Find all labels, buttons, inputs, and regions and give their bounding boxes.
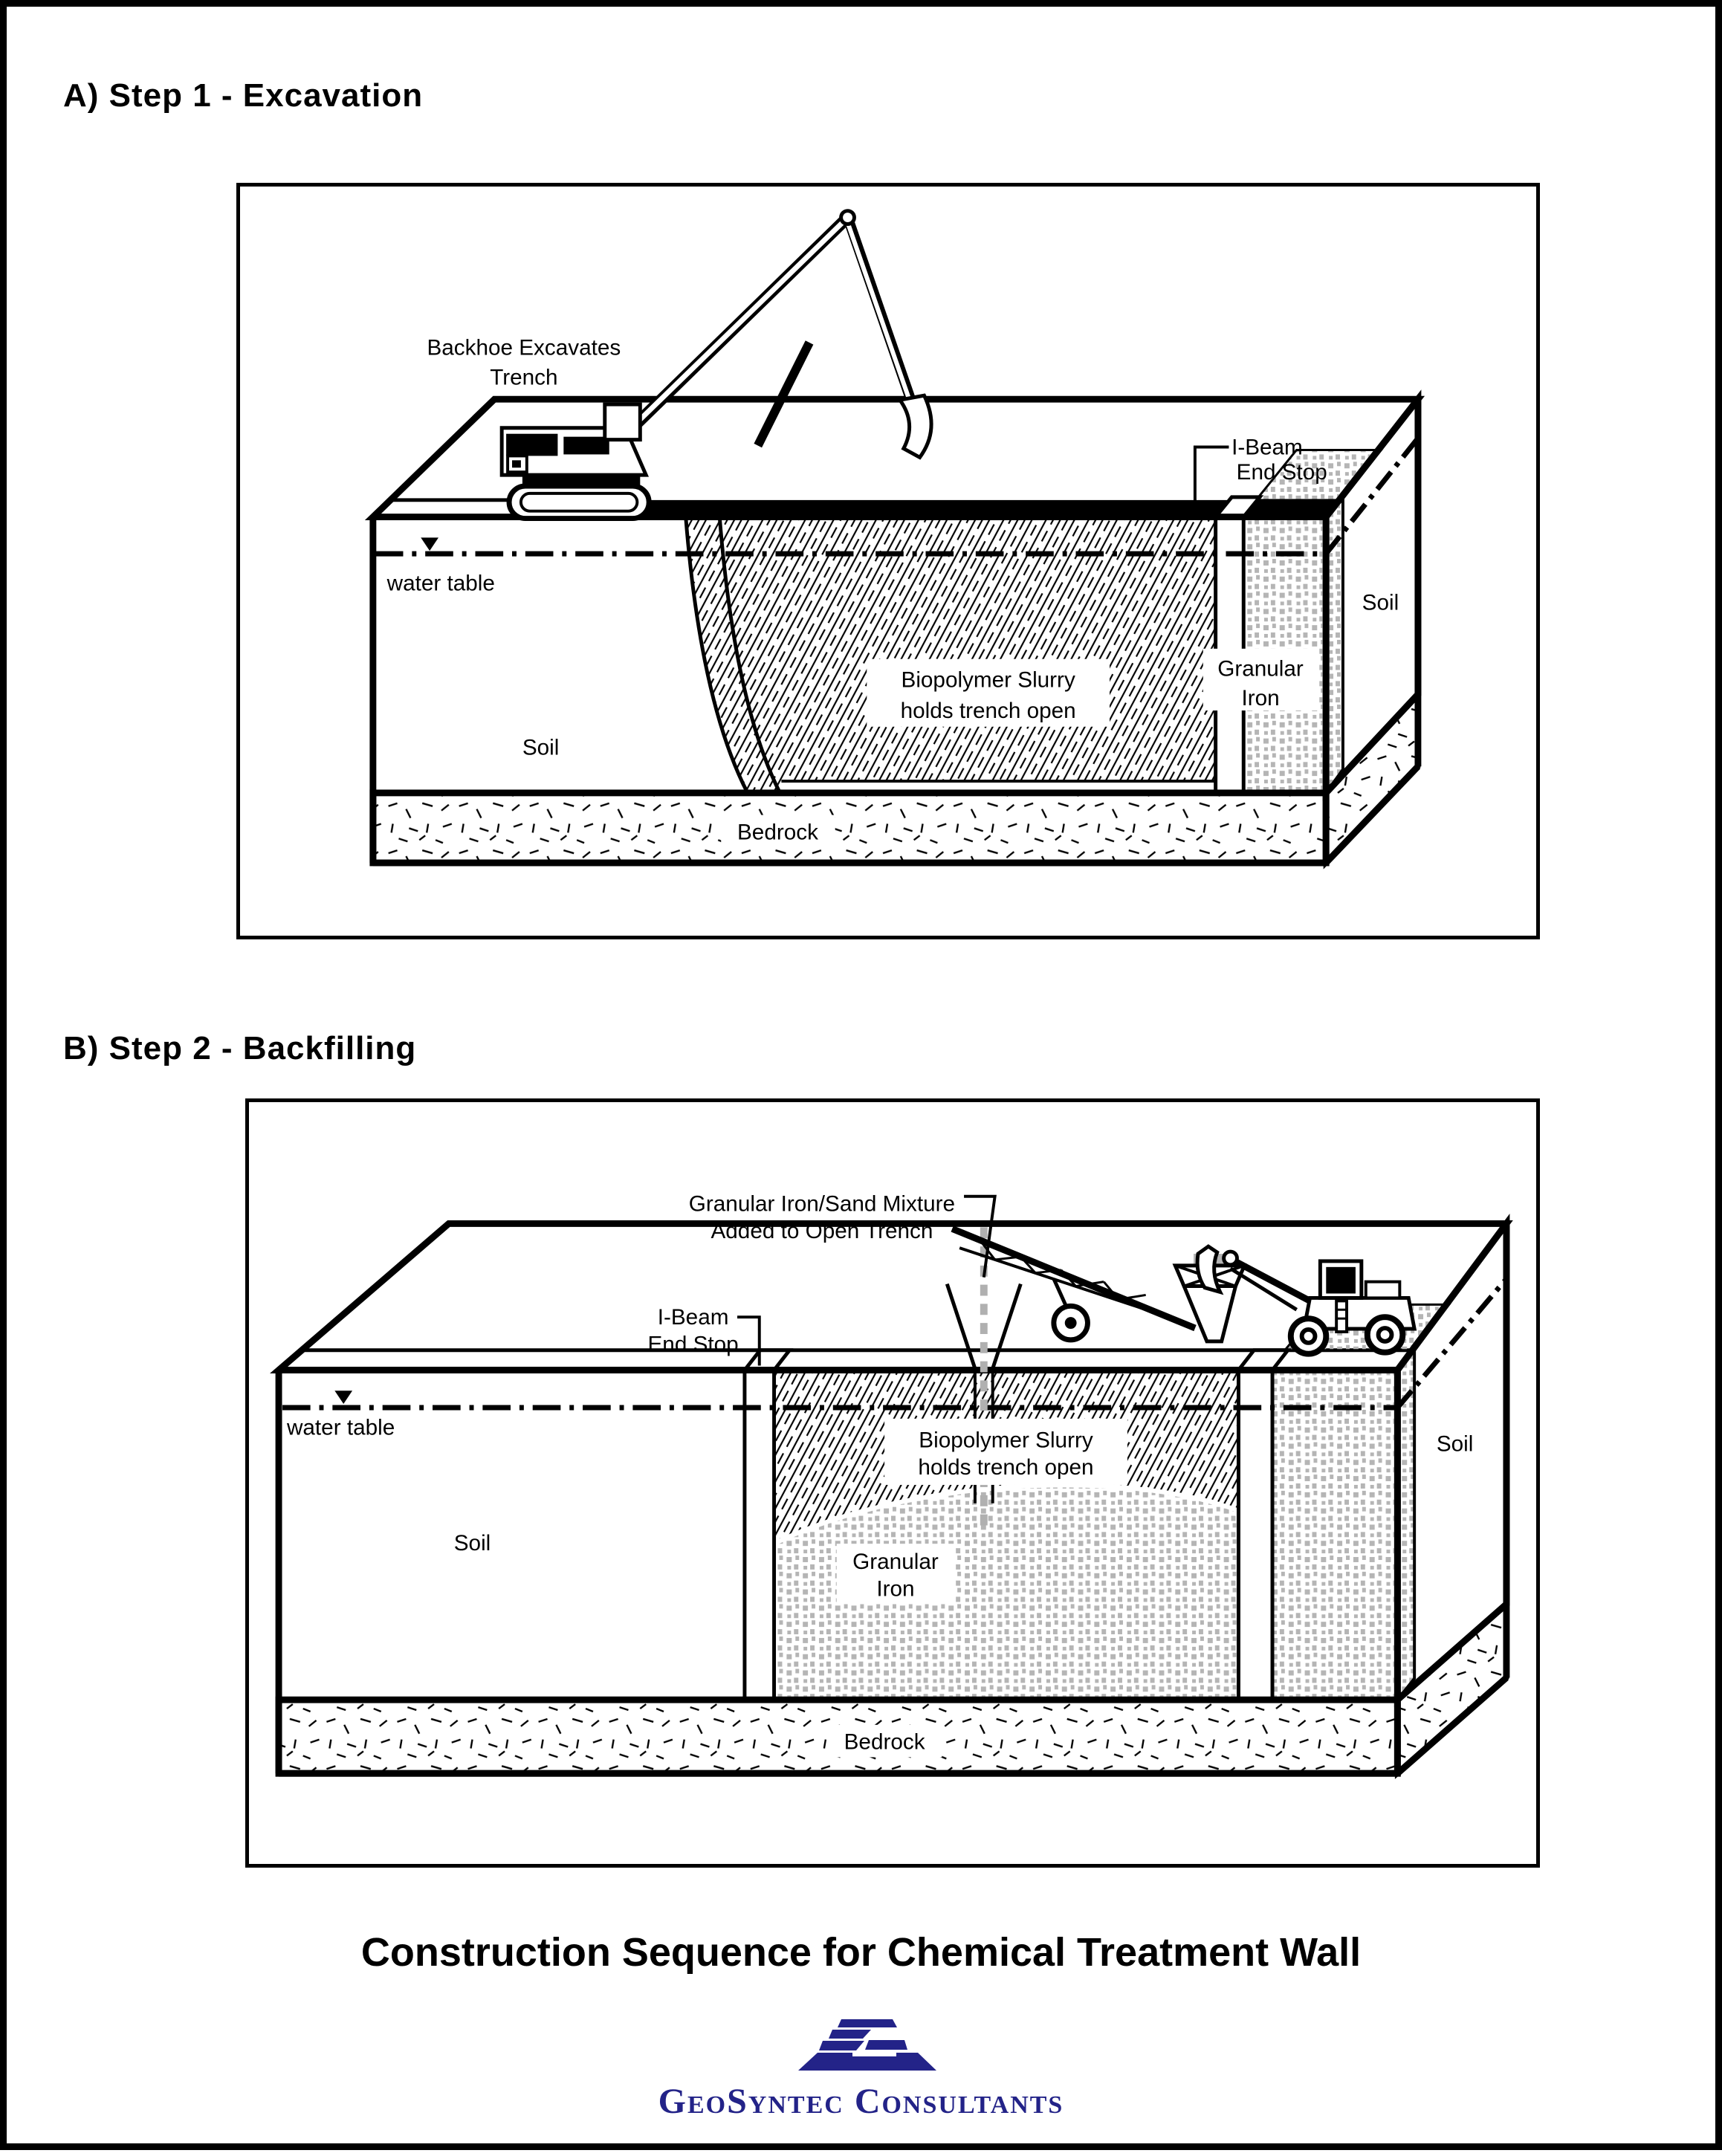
water-table-marker [334,1391,352,1404]
slurry-label-line2: holds trench open [918,1455,1094,1480]
ibeam-label-line2: End Stop [1236,460,1327,485]
geosyntec-logo-icon [783,2008,940,2075]
ibeam-label-line2: End Stop [647,1332,739,1357]
trench-region [745,1349,1414,1700]
granular-iron-label-line1: Granular [1217,656,1304,682]
panel-b-backfilling-diagram [245,1098,1540,1868]
granular-iron-label-line1: Granular [852,1549,939,1574]
section-a-title: A) Step 1 - Excavation [63,77,424,114]
section-b-title: B) Step 2 - Backfilling [63,1030,417,1066]
ibeam-label-line1: I-Beam [657,1305,729,1330]
geosyntec-logo-text: GeoSyntec Consultants [658,2082,1064,2121]
soil-left-label: Soil [522,735,560,760]
ibeam-label-line1: I-Beam [1231,435,1303,460]
backhoe-label-line2: Trench [490,365,558,390]
i-beam-column-right [1238,1370,1272,1700]
soil-left-label: Soil [453,1531,491,1556]
bedrock-label: Bedrock [737,820,818,845]
soil-right-label: Soil [1436,1431,1474,1457]
granular-iron-label-line2: Iron [876,1576,915,1602]
slurry-label-line1: Biopolymer Slurry [901,667,1075,693]
granular-iron-label-line2: Iron [1241,686,1280,711]
i-beam-column-left [745,1370,774,1700]
mixture-label-line2: Added to Open Trench [711,1219,933,1244]
granular-iron-column [1272,1370,1397,1700]
biopolymer-slurry-fill [686,517,1216,793]
water-table-label: water table [286,1415,395,1440]
water-table-marker [421,537,438,551]
bedrock-label: Bedrock [844,1729,925,1755]
figure-caption: Construction Sequence for Chemical Treatment Wall [360,1930,1362,1975]
water-table-label: water table [386,571,495,596]
slurry-label-line2: holds trench open [900,698,1076,723]
slurry-label-line1: Biopolymer Slurry [919,1428,1093,1453]
backhoe-label-line1: Backhoe Excavates [427,335,621,360]
excavator-icon [502,211,931,519]
soil-right-label: Soil [1362,590,1399,615]
mixture-label-line1: Granular Iron/Sand Mixture [688,1191,956,1217]
trench-region [686,496,1343,793]
panel-a-excavation-diagram [236,183,1540,939]
excavator-cab [605,404,641,440]
excavator-bucket [900,395,931,457]
